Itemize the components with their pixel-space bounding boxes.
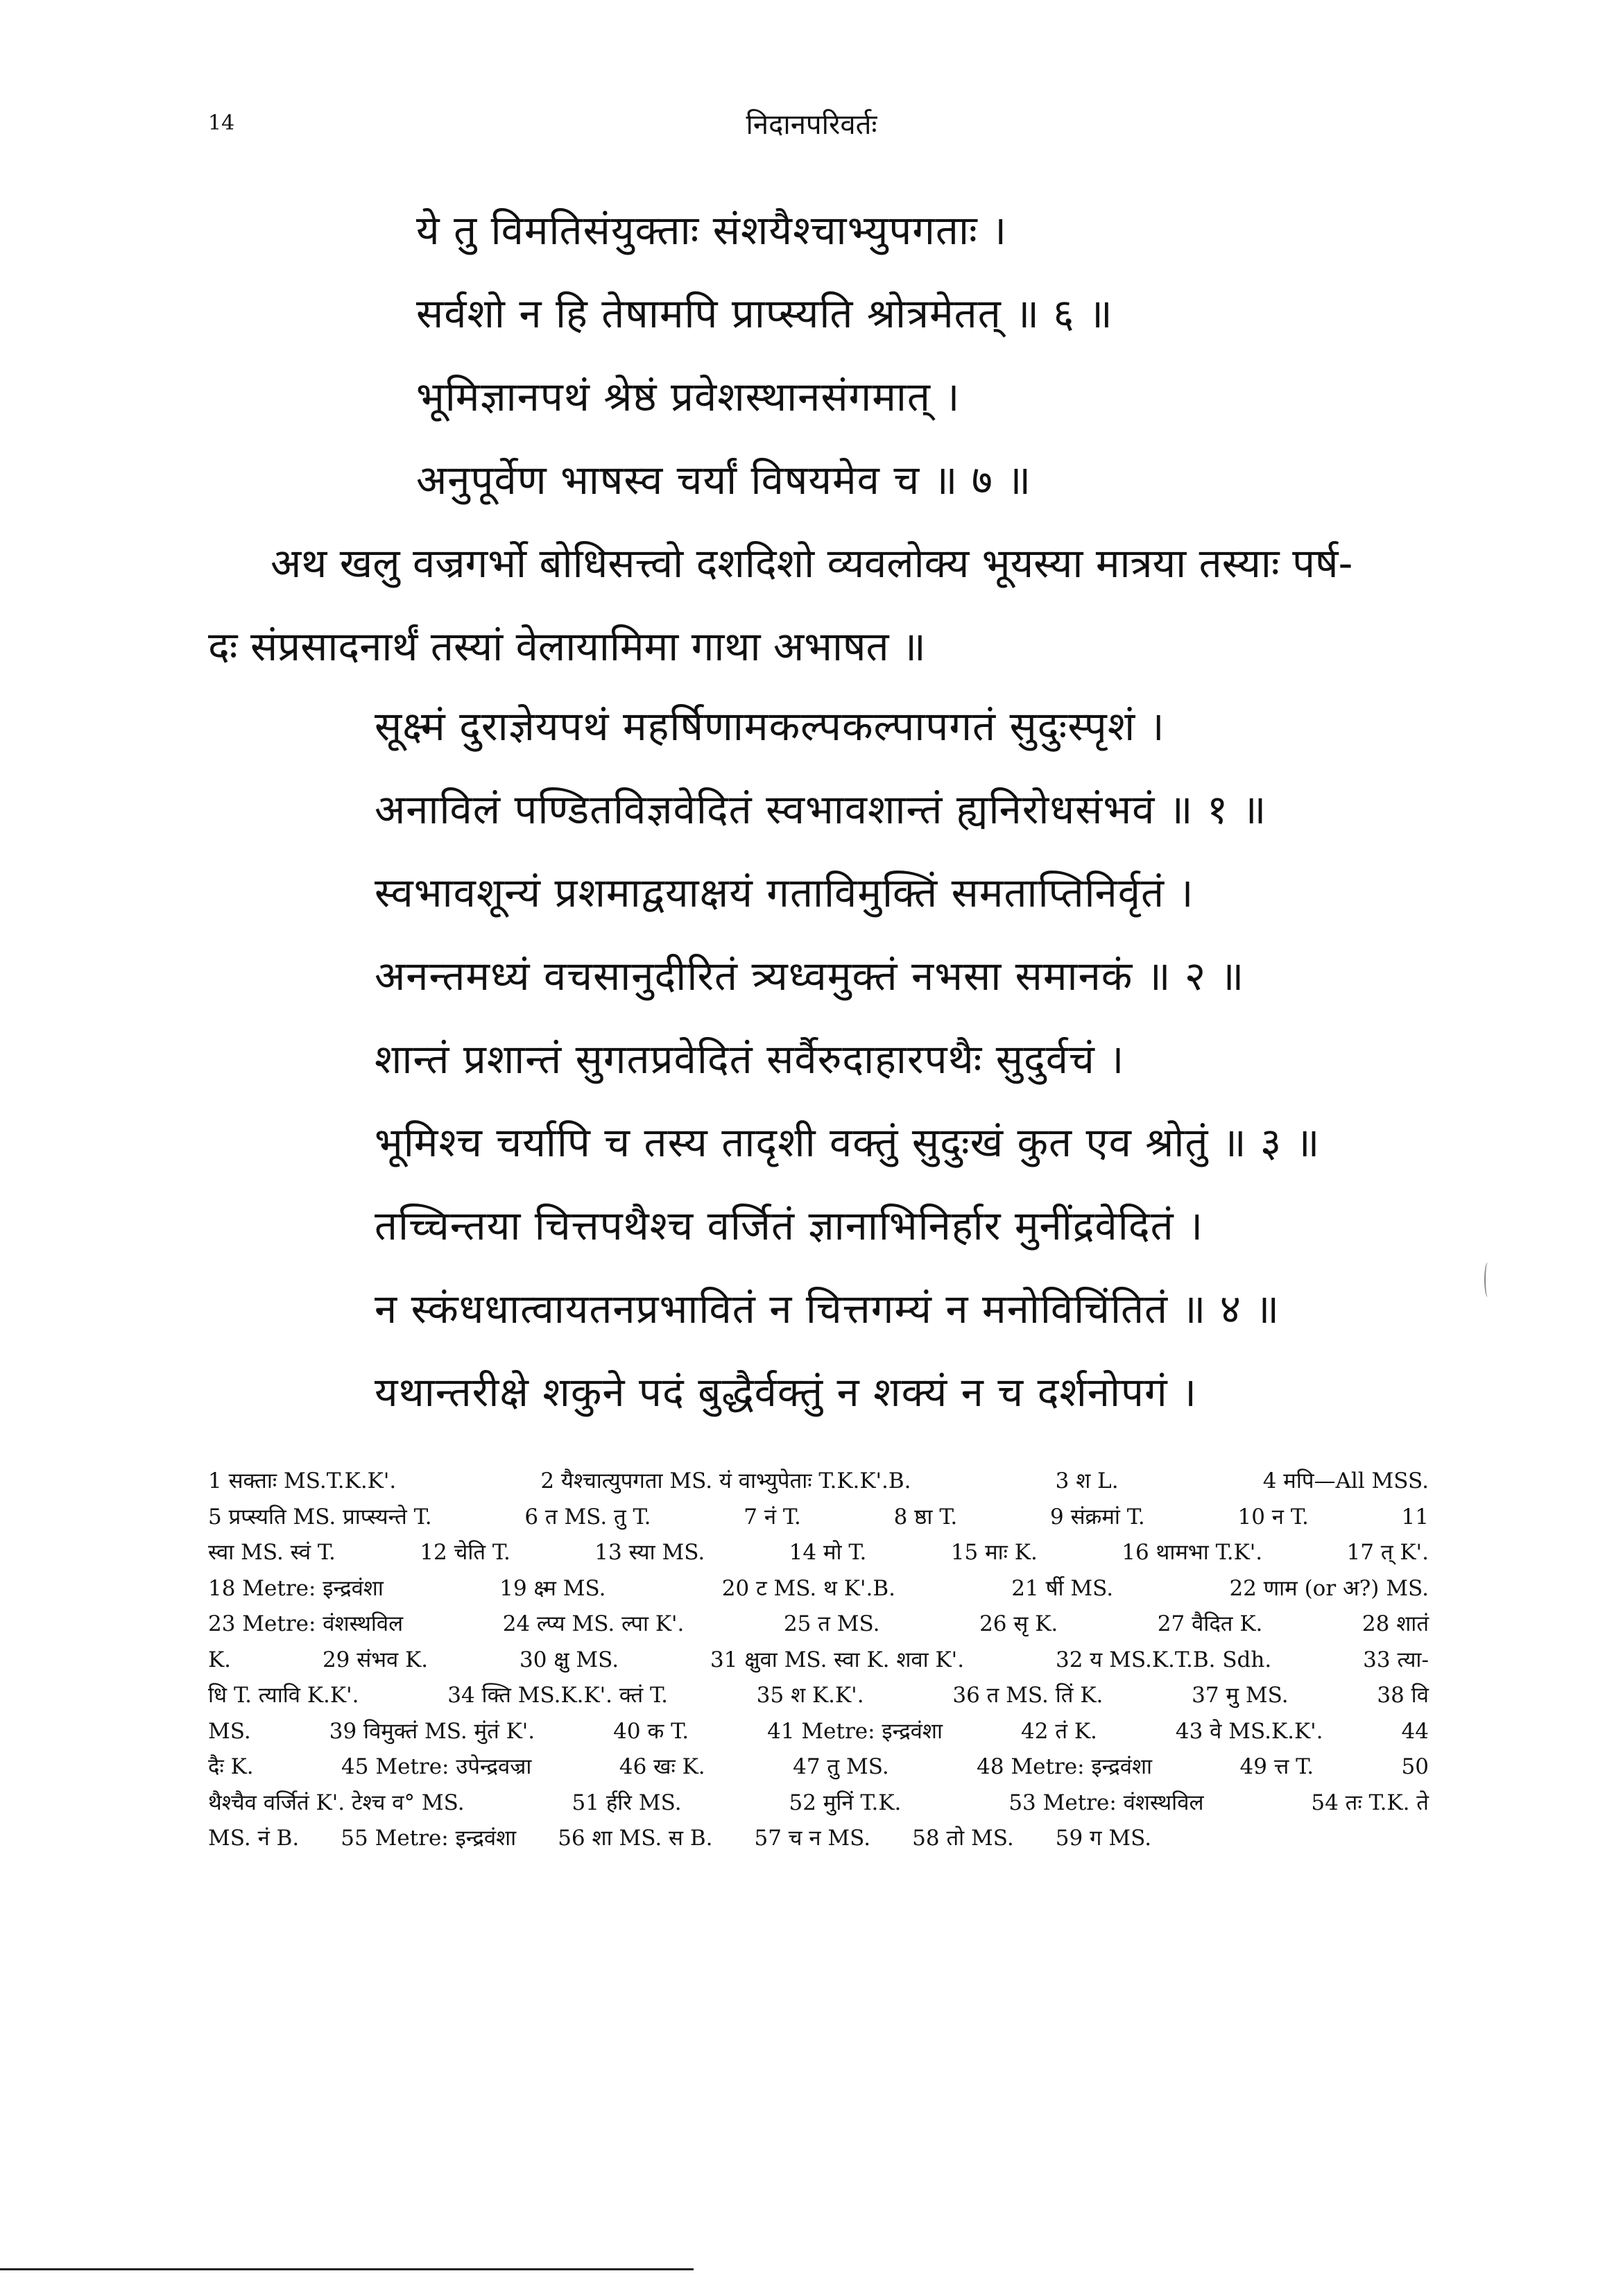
footnote-line [208, 1749, 1429, 1785]
footnote-line [208, 1535, 1429, 1571]
footnote: 10 न T. [1237, 1504, 1309, 1530]
verse-line: भूमिश्च चर्यापि च तस्य तादृशी वक्तुं सुदुःखं कुत एव श्रोतुं ॥ ३ ॥ [375, 1119, 1321, 1166]
footnotes [208, 1464, 1429, 1857]
footnote: 40 क T. [613, 1718, 689, 1744]
footnote: 13 स्या MS. [594, 1540, 705, 1565]
footnote: 21 र्षी MS. [1011, 1575, 1114, 1601]
footnote: 31 क्षुवा MS. स्वा K. शवा K'. [710, 1647, 965, 1672]
footnote-line [208, 1714, 1429, 1750]
footnote: 44 [1401, 1718, 1429, 1744]
margin-mark [1484, 1262, 1491, 1297]
verse-line: अनुपूर्वेण भाषस्व चर्यां विषयमेव च ॥ ७ ॥ [416, 456, 1032, 504]
footnote: 32 य MS.K.T.B. Sdh. [1055, 1647, 1272, 1672]
footnote: 54 तः T.K. ते [1311, 1790, 1429, 1815]
verse-line: भूमिज्ञानपथं श्रेष्ठं प्रवेशस्थानसंगमात् । [416, 373, 961, 420]
footnote: 12 चेति T. [420, 1540, 510, 1565]
footnote: 34 क्ति MS.K.K'. क्तं T. [447, 1683, 668, 1708]
footnote: MS. नं B. [208, 1826, 300, 1851]
footnote: 41 Metre: इन्द्रवंशा [767, 1718, 943, 1744]
footnote: 20 ट MS. थ K'.B. [721, 1575, 895, 1601]
prose-line: अथ खलु वज्रगर्भो बोधिसत्त्वो दशदिशो व्यवलोक्य भूयस्या मात्रया तस्याः पर्ष- [270, 540, 1353, 587]
verse-line: ये तु विमतिसंयुक्ताः संशयैश्चाभ्युपगताः । [416, 207, 1008, 254]
footnote: 7 नं T. [744, 1504, 801, 1530]
footnote: 8 ष्ठा T. [893, 1504, 958, 1530]
footnote: 51 र्हरि MS. [572, 1790, 682, 1815]
footnote: 56 शा MS. स B. [558, 1826, 713, 1851]
verse-line: तच्चिन्तया चित्तपथैश्च वर्जितं ज्ञानाभिनिर्हार मुनींद्रवेदितं । [375, 1202, 1204, 1249]
footnote: 6 त MS. तु T. [524, 1504, 651, 1530]
footnote: MS. [208, 1718, 251, 1744]
footnote-line [208, 1678, 1429, 1714]
footnote: 47 तु MS. [793, 1754, 889, 1779]
footnote: 16 थामभा T.K'. [1122, 1540, 1263, 1565]
footnote: 9 संक्रमां T. [1050, 1504, 1145, 1530]
footnote: 38 वि [1377, 1683, 1429, 1708]
verse-line: शान्तं प्रशान्तं सुगतप्रवेदितं सर्वैरुदाहारपथैः सुदुर्वचं । [375, 1036, 1125, 1083]
footnote: स्वा MS. स्वं T. [208, 1540, 336, 1565]
footnote: 14 मो T. [789, 1540, 867, 1565]
footnote: 57 च न MS. [754, 1826, 871, 1851]
page-number: 14 [208, 111, 235, 135]
footnote-line [208, 1785, 1429, 1822]
footnote: 4 मपि—All MSS. [1262, 1468, 1429, 1493]
footnote: 3 श L. [1055, 1468, 1119, 1493]
footnote: 30 क्षु MS. [519, 1647, 619, 1672]
footnote: 28 शातं [1362, 1611, 1429, 1636]
footnote: 23 Metre: वंशस्थविल [208, 1611, 404, 1636]
footnote-line [208, 1500, 1429, 1536]
footnote: 19 क्ष्म MS. [499, 1575, 606, 1601]
footnote-line [208, 1821, 1429, 1857]
prose-line: दः संप्रसादनार्थं तस्यां वेलायामिमा गाथा अभाषत ॥ [208, 623, 926, 670]
footnote: 33 त्या- [1363, 1647, 1429, 1672]
verse-line: यथान्तरीक्षे शकुने पदं बुद्धैर्वक्तुं न शक्यं न च दर्शनोपगं । [375, 1369, 1198, 1416]
footnote-line [208, 1643, 1429, 1679]
footnote: 35 श K.K'. [756, 1683, 864, 1708]
footnote: 36 त MS. तिं K. [952, 1683, 1104, 1708]
footnote: 27 वैदित K. [1157, 1611, 1263, 1636]
footnote: K. [208, 1647, 232, 1672]
footnote-line [208, 1607, 1429, 1643]
footnote: 49 त्त T. [1239, 1754, 1314, 1779]
footnote: 48 Metre: इन्द्रवंशा [977, 1754, 1153, 1779]
bottom-rule [0, 2268, 694, 2270]
footnote: 2 यैश्चात्युपगता MS. यं वाभ्युपेताः T.K.K'.B. [540, 1468, 911, 1493]
footnote: 50 [1401, 1754, 1429, 1779]
footnote: 5 प्रप्स्यति MS. प्राप्स्यन्ते T. [208, 1504, 432, 1530]
footnote: 43 वे MS.K.K'. [1175, 1718, 1323, 1744]
footnote: 18 Metre: इन्द्रवंशा [208, 1575, 384, 1601]
footnote: 58 तो MS. [912, 1826, 1014, 1851]
footnote: दैः K. [208, 1754, 254, 1779]
footnote-line [208, 1464, 1429, 1500]
footnote: 11 [1401, 1504, 1429, 1530]
verse-line: स्वभावशून्यं प्रशमाद्वयाक्षयं गताविमुक्तिं समताप्तिनिर्वृतं । [375, 869, 1194, 916]
footnote: 52 मुनिं T.K. [789, 1790, 902, 1815]
footnote: 45 Metre: उपेन्द्रवज्रा [341, 1754, 532, 1779]
verse-line: अनाविलं पण्डितविज्ञवेदितं स्वभावशान्तं ह्यनिरोधसंभवं ॥ १ ॥ [375, 786, 1267, 833]
verse-line: सूक्ष्मं दुराज्ञेयपथं महर्षिणामकल्पकल्पापगतं सुदुःस्पृशं । [375, 703, 1165, 750]
footnote: 42 तं K. [1021, 1718, 1097, 1744]
footnote: 46 खः K. [619, 1754, 705, 1779]
footnote: 26 सृ K. [979, 1611, 1058, 1636]
footnote: 1 सक्ताः MS.T.K.K'. [208, 1468, 397, 1493]
footnote-line [208, 1571, 1429, 1607]
verse-line: न स्कंधधात्वायतनप्रभावितं न चित्तगम्यं न मनोविचिंतितं ॥ ४ ॥ [375, 1285, 1280, 1333]
footnote: थैश्चैव वर्जितं K'. टेश्च व° MS. [208, 1790, 465, 1815]
verse-line: सर्वशो न हि तेषामपि प्राप्स्यति श्रोत्रमेतत् ॥ ६ ॥ [416, 290, 1113, 337]
footnote: 37 मु MS. [1192, 1683, 1289, 1708]
footnote: 17 त् K'. [1346, 1540, 1429, 1565]
running-head: निदानपरिवर्तः [746, 109, 877, 141]
footnote: धि T. त्यावि K.K'. [208, 1683, 359, 1708]
footnote: 29 संभव K. [322, 1647, 429, 1672]
footnote: 39 विमुक्तं MS. मुंतं K'. [329, 1718, 535, 1744]
footnote: 22 णाम (or अ?) MS. [1229, 1575, 1429, 1601]
footnote: 55 Metre: इन्द्रवंशा [341, 1826, 517, 1851]
footnote: 59 ग MS. [1055, 1826, 1152, 1851]
footnote: 24 ल्प्य MS. ल्पा K'. [502, 1611, 685, 1636]
footnote: 25 त MS. [783, 1611, 880, 1636]
footnote: 53 Metre: वंशस्थविल [1008, 1790, 1204, 1815]
verse-line: अनन्तमध्यं वचसानुदीरितं त्र्यध्वमुक्तं नभसा समानकं ॥ २ ॥ [375, 952, 1245, 1000]
footnote: 15 माः K. [950, 1540, 1038, 1565]
